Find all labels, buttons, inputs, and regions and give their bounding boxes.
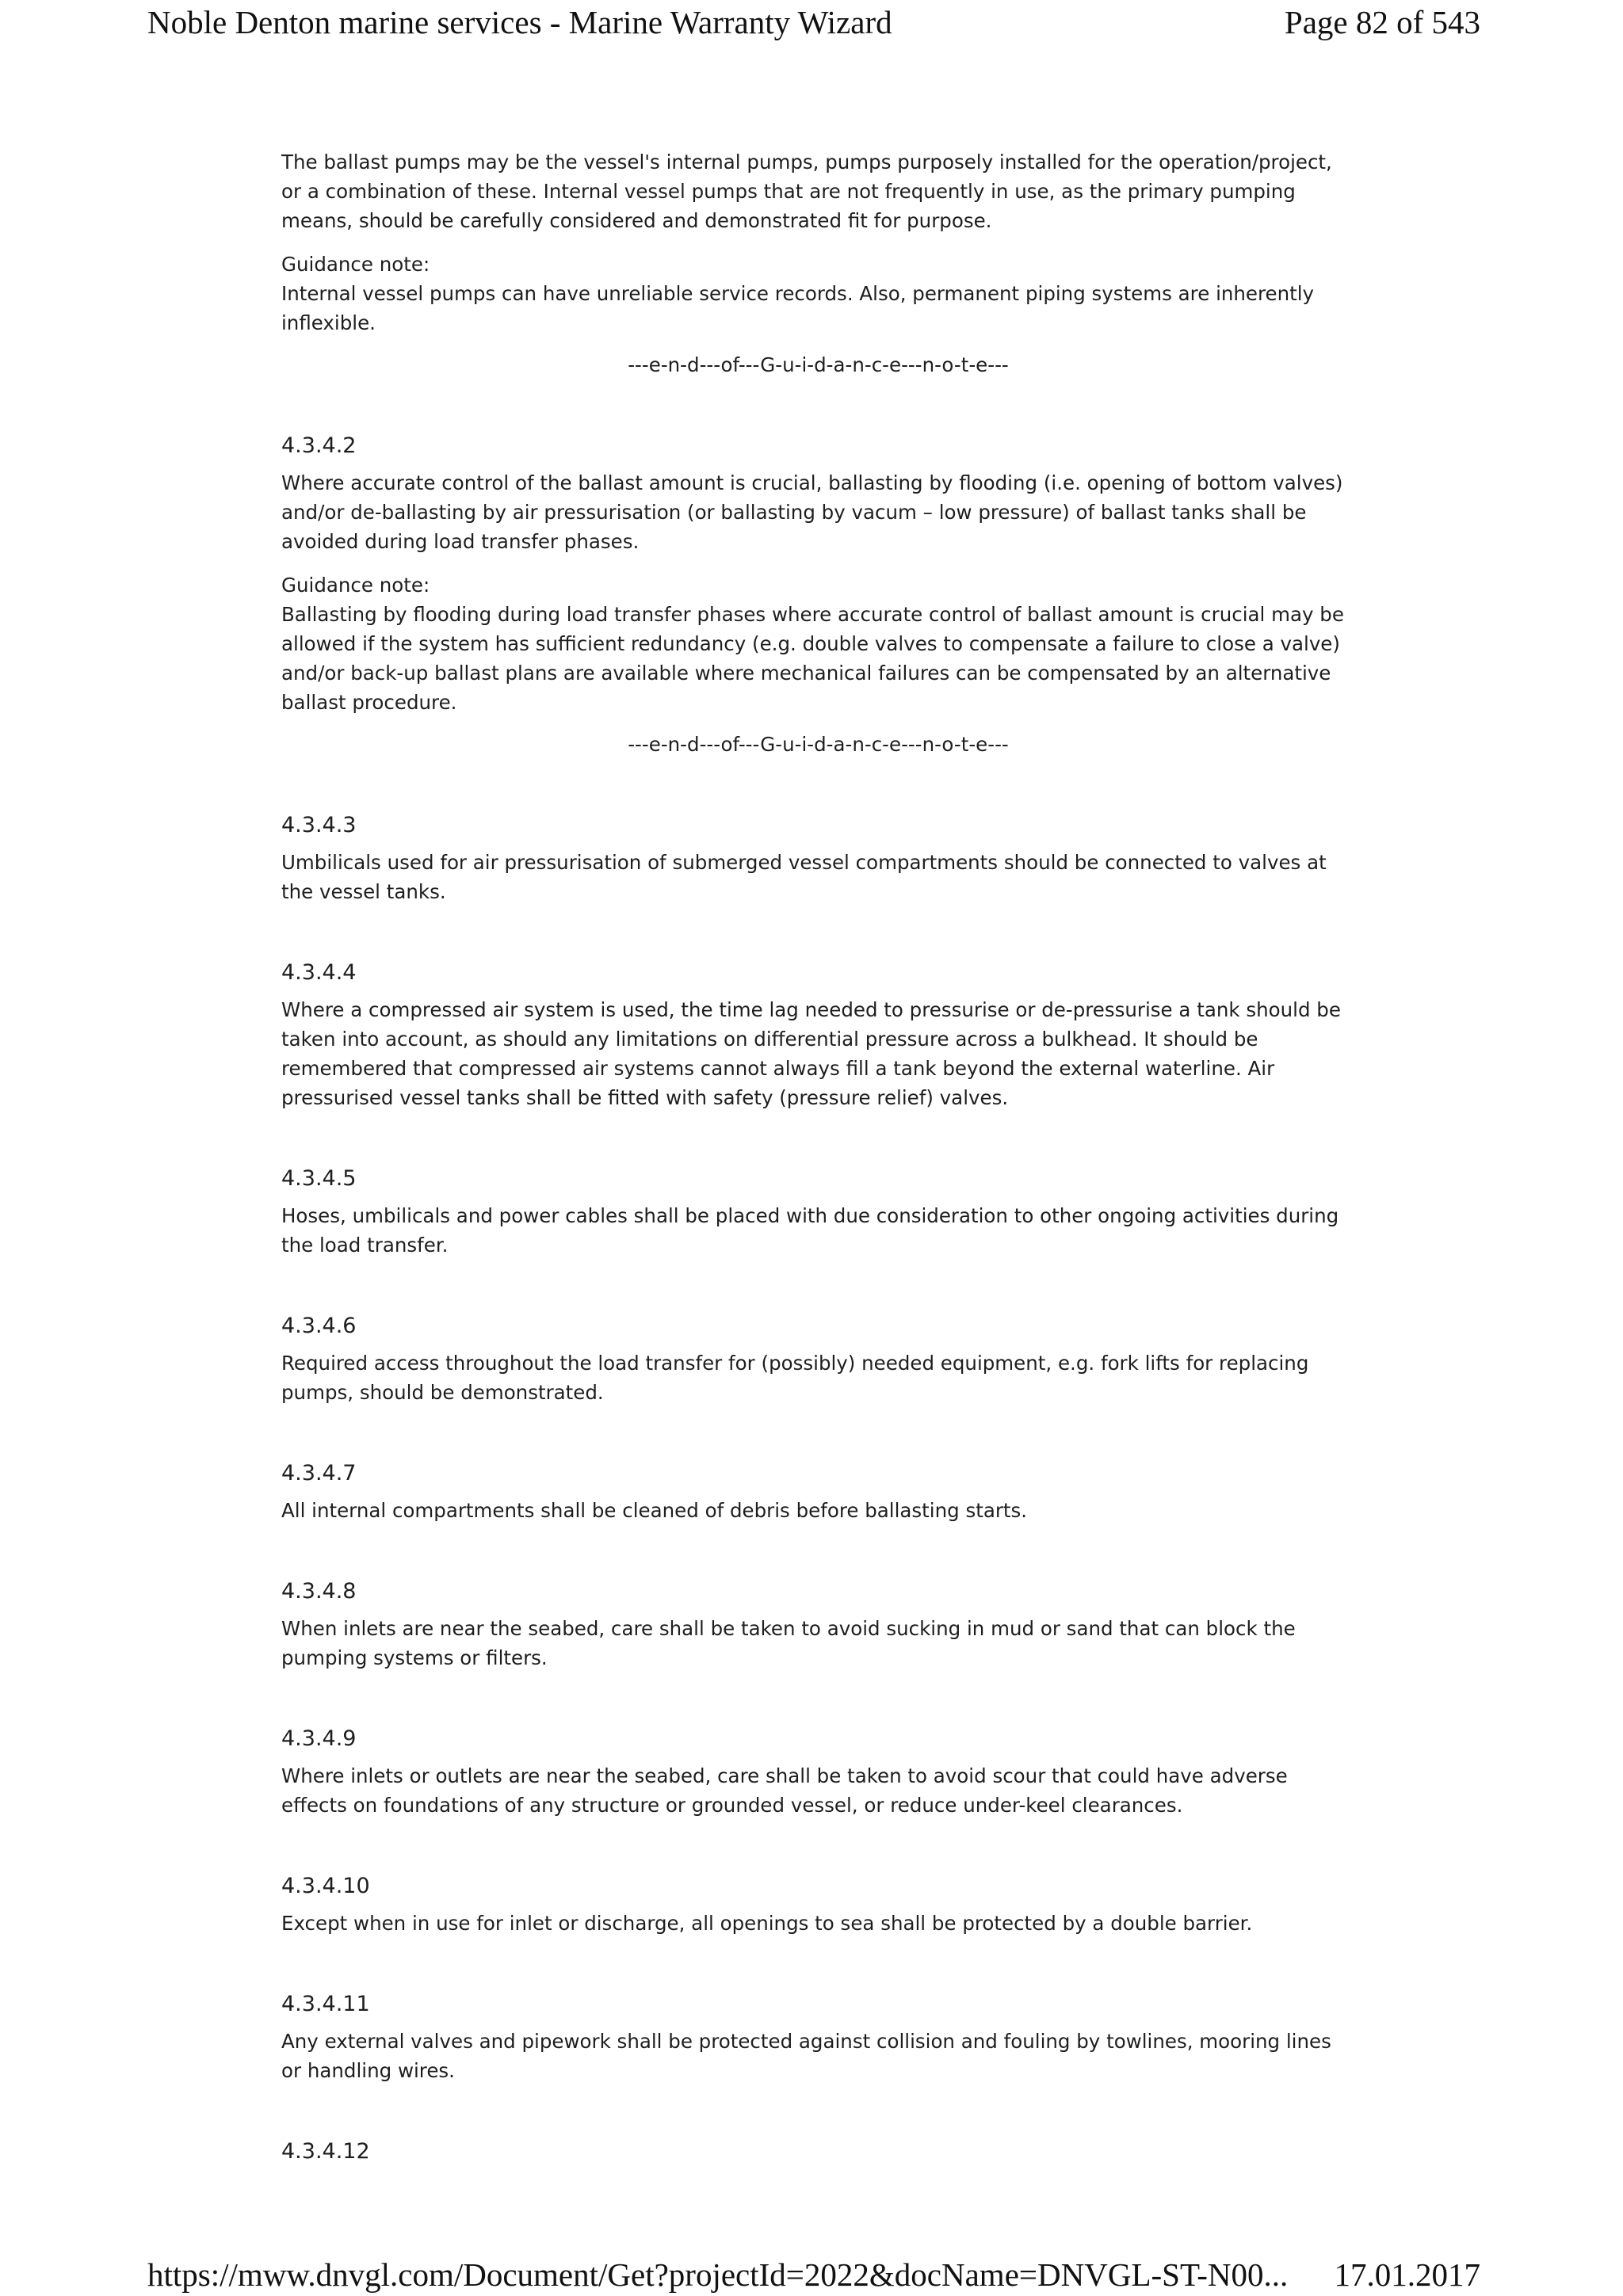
document-title: Noble Denton marine services - Marine Warranty Wizard <box>147 4 892 40</box>
section-4-3-4-7 <box>281 1458 1355 1525</box>
section-4-3-4-2 <box>281 430 1355 759</box>
guidance-note-label: Guidance note: <box>281 574 430 597</box>
section-4-3-4-3 <box>281 810 1355 906</box>
section-4-3-4-12 <box>281 2136 1355 2168</box>
guidance-note-text: Internal vessel pumps can have unreliable service records. Also, permanent piping systems are inherently inflexible. <box>281 282 1315 334</box>
section-text: Where accurate control of the ballast amount is crucial, ballasting by flooding (i.e. opening of bottom valves) and/or de-ballasting by air pressurisation (or ballasting by vacum – low pressure) of ballast tanks shall be avoided during load transfer phases. <box>281 471 1343 553</box>
section-4-3-4-9 <box>281 1723 1355 1820</box>
section-text: All internal compartments shall be cleaned of debris before ballasting starts. <box>281 1499 1028 1522</box>
page-header <box>147 0 1480 44</box>
section-text: Where inlets or outlets are near the seabed, care shall be taken to avoid scour that could have adverse effects on foundations of any structure or grounded vessel, or reduce under-keel clearances. <box>281 1764 1288 1817</box>
document-body <box>281 147 1355 2174</box>
section-text: Except when in use for inlet or discharge, all openings to sea shall be protected by a double barrier. <box>281 1912 1253 1935</box>
section-4-3-4-5 <box>281 1163 1355 1260</box>
section-number: 4.3.4.12 <box>281 2139 370 2164</box>
section-4-3-4-10 <box>281 1871 1355 1938</box>
guidance-note-end: ---e-n-d---of---G-u-i-d-a-n-c-e---n-o-t-e--- <box>628 353 1009 376</box>
section-text: Hoses, umbilicals and power cables shall be placed with due consideration to other ongoing activities during the load transfer. <box>281 1204 1339 1257</box>
guidance-note-text: Ballasting by flooding during load transfer phases where accurate control of ballast amount is crucial may be allowed if the system has sufficient redundancy (e.g. double valves to compensate a failure to close a valve) and/or back-up ballast plans are available where mechanical failures can be compensated by an alternative ballast procedure. <box>281 603 1344 714</box>
section-text: Any external valves and pipework shall be protected against collision and fouling by towlines, mooring lines or handling wires. <box>281 2030 1331 2082</box>
section-number: 4.3.4.4 <box>281 960 357 985</box>
section-4-3-4-4 <box>281 957 1355 1112</box>
page-indicator: Page 82 of 543 <box>1284 4 1480 40</box>
section-text: When inlets are near the seabed, care shall be taken to avoid sucking in mud or sand that can block the pumping systems or filters. <box>281 1617 1296 1669</box>
section-number: 4.3.4.6 <box>281 1314 357 1338</box>
section-number: 4.3.4.10 <box>281 1874 370 1898</box>
section-number: 4.3.4.3 <box>281 813 357 837</box>
intro-paragraph: The ballast pumps may be the vessel's internal pumps, pumps purposely installed for the operation/project, or a combination of these. Internal vessel pumps that are not frequently in use, as the primary pumping means, should be carefully considered and demonstrated fit for purpose. <box>281 151 1332 232</box>
source-url: https://mww.dnvgl.com/Document/Get?projectId=2022&docName=DNVGL-ST-N00... <box>147 2256 1289 2293</box>
section-4-3-4-11 <box>281 1989 1355 2085</box>
section-text: Where a compressed air system is used, the time lag needed to pressurise or de-pressurise a tank should be taken into account, as should any limitations on differential pressure across a bulkhead. It should be remembered that compressed air systems cannot always fill a tank beyond the external waterline. Air pressurised vessel tanks shall be fitted with safety (pressure relief) valves. <box>281 998 1341 1109</box>
section-4-3-4-6 <box>281 1310 1355 1407</box>
section-number: 4.3.4.11 <box>281 1992 370 2016</box>
guidance-note-label: Guidance note: <box>281 253 430 276</box>
section-number: 4.3.4.8 <box>281 1579 357 1604</box>
section-number: 4.3.4.7 <box>281 1461 357 1486</box>
section-number: 4.3.4.5 <box>281 1166 357 1191</box>
intro-block <box>281 147 1355 379</box>
guidance-note-end: ---e-n-d---of---G-u-i-d-a-n-c-e---n-o-t-e--- <box>628 733 1009 756</box>
section-text: Required access throughout the load transfer for (possibly) needed equipment, e.g. fork lifts for replacing pumps, should be demonstrated. <box>281 1352 1309 1404</box>
section-text: Umbilicals used for air pressurisation of submerged vessel compartments should be connected to valves at the vessel tanks. <box>281 851 1327 903</box>
page-footer <box>147 2253 1480 2296</box>
section-4-3-4-8 <box>281 1576 1355 1672</box>
section-number: 4.3.4.2 <box>281 433 357 458</box>
section-number: 4.3.4.9 <box>281 1726 357 1751</box>
print-date: 17.01.2017 <box>1334 2256 1480 2293</box>
